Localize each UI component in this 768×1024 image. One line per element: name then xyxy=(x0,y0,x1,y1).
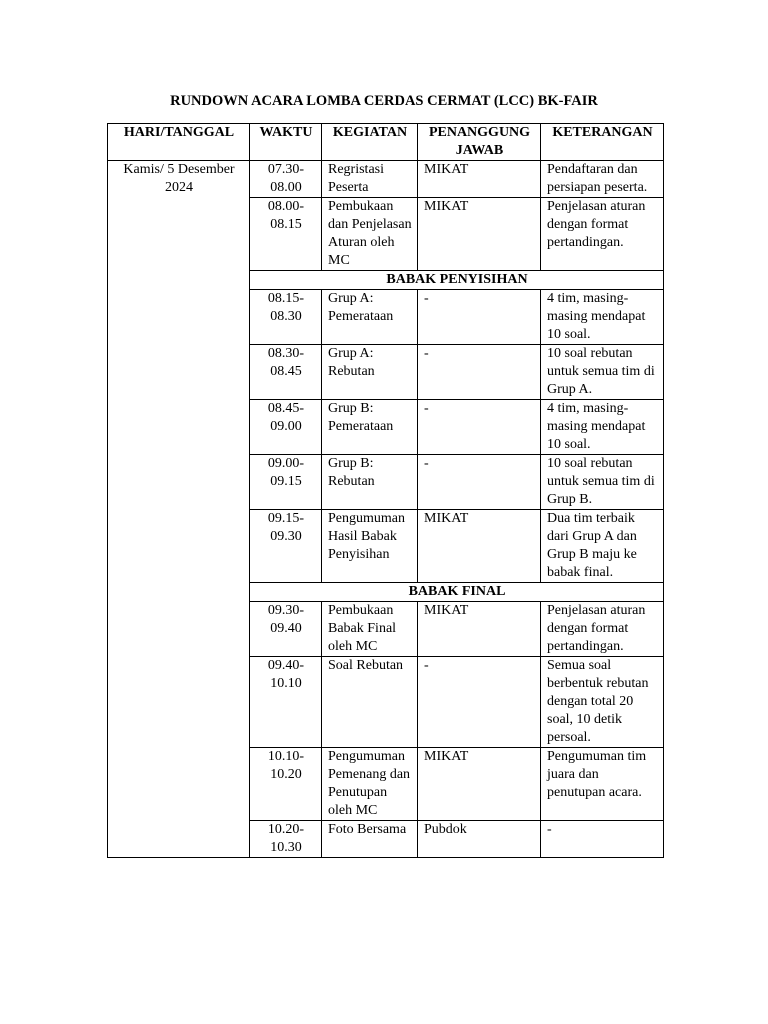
pic-cell: Pubdok xyxy=(418,821,541,858)
note-cell: - xyxy=(541,821,664,858)
pic-cell: MIKAT xyxy=(418,510,541,583)
header-time: WAKTU xyxy=(250,124,322,161)
note-cell: 10 soal rebutan untuk semua tim di Grup B. xyxy=(541,455,664,510)
activity-cell: Grup A: Pemerataan xyxy=(322,290,418,345)
note-cell: Penjelasan aturan dengan format pertandingan. xyxy=(541,602,664,657)
activity-cell: Pengumuman Pemenang dan Penutupan oleh MC xyxy=(322,748,418,821)
pic-cell: - xyxy=(418,290,541,345)
activity-cell: Foto Bersama xyxy=(322,821,418,858)
time-cell: 08.15-08.30 xyxy=(250,290,322,345)
section-title-preliminary: BABAK PENYISIHAN xyxy=(250,271,664,290)
activity-cell: Grup B: Pemerataan xyxy=(322,400,418,455)
time-cell: 09.15-09.30 xyxy=(250,510,322,583)
time-cell: 10.10-10.20 xyxy=(250,748,322,821)
time-cell: 09.00-09.15 xyxy=(250,455,322,510)
activity-cell: Soal Rebutan xyxy=(322,657,418,748)
pic-cell: MIKAT xyxy=(418,602,541,657)
activity-cell: Grup A: Rebutan xyxy=(322,345,418,400)
time-cell: 07.30-08.00 xyxy=(250,161,322,198)
header-pic: PENANGGUNG JAWAB xyxy=(418,124,541,161)
pic-cell: - xyxy=(418,657,541,748)
time-cell: 09.40-10.10 xyxy=(250,657,322,748)
time-cell: 10.20-10.30 xyxy=(250,821,322,858)
pic-cell: MIKAT xyxy=(418,198,541,271)
note-cell: Semua soal berbentuk rebutan dengan total 20 soal, 10 detik persoal. xyxy=(541,657,664,748)
time-cell: 08.00-08.15 xyxy=(250,198,322,271)
note-cell: 4 tim, masing-masing mendapat 10 soal. xyxy=(541,400,664,455)
pic-cell: - xyxy=(418,345,541,400)
activity-cell: Pengumuman Hasil Babak Penyisihan xyxy=(322,510,418,583)
pic-cell: - xyxy=(418,455,541,510)
activity-cell: Pembukaan dan Penjelasan Aturan oleh MC xyxy=(322,198,418,271)
document-title: RUNDOWN ACARA LOMBA CERDAS CERMAT (LCC) BK-FAIR xyxy=(170,93,598,109)
note-cell: Penjelasan aturan dengan format pertandingan. xyxy=(541,198,664,271)
time-cell: 08.45-09.00 xyxy=(250,400,322,455)
time-cell: 08.30-08.45 xyxy=(250,345,322,400)
note-cell: Pendaftaran dan persiapan peserta. xyxy=(541,161,664,198)
header-day: HARI/TANGGAL xyxy=(108,124,250,161)
note-cell: Dua tim terbaik dari Grup A dan Grup B maju ke babak final. xyxy=(541,510,664,583)
note-cell: Pengumuman tim juara dan penutupan acara. xyxy=(541,748,664,821)
rundown-table xyxy=(107,123,664,858)
table-header-row xyxy=(108,124,664,161)
activity-cell: Pembukaan Babak Final oleh MC xyxy=(322,602,418,657)
header-activity: KEGIATAN xyxy=(322,124,418,161)
day-cell: Kamis/ 5 Desember 2024 xyxy=(108,161,250,858)
pic-cell: MIKAT xyxy=(418,748,541,821)
note-cell: 10 soal rebutan untuk semua tim di Grup A. xyxy=(541,345,664,400)
section-title-final: BABAK FINAL xyxy=(250,583,664,602)
pic-cell: - xyxy=(418,400,541,455)
note-cell: 4 tim, masing-masing mendapat 10 soal. xyxy=(541,290,664,345)
activity-cell: Regristasi Peserta xyxy=(322,161,418,198)
pic-cell: MIKAT xyxy=(418,161,541,198)
activity-cell: Grup B: Rebutan xyxy=(322,455,418,510)
header-note: KETERANGAN xyxy=(541,124,664,161)
time-cell: 09.30-09.40 xyxy=(250,602,322,657)
table-row xyxy=(108,161,664,198)
